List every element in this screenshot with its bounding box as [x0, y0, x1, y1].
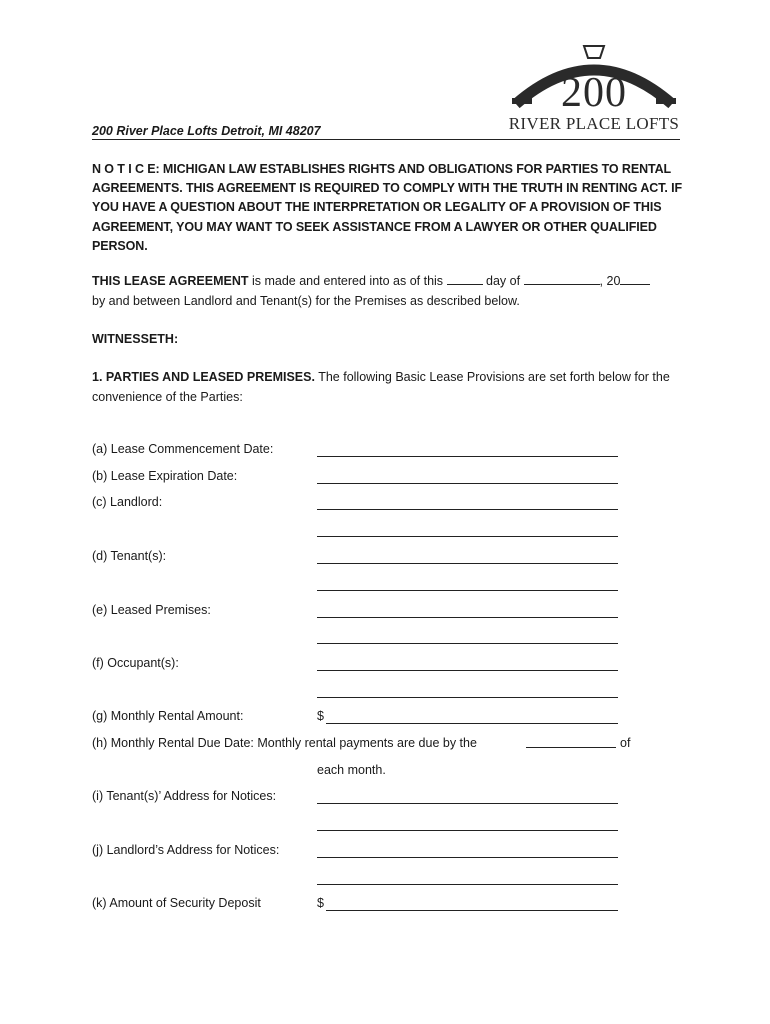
field-k-line[interactable]: [326, 910, 618, 911]
section-1-text: The following Basic Lease Provisions are set forth below for the convenience of the Parties:: [92, 370, 670, 404]
field-g-line[interactable]: [326, 723, 618, 724]
intro-part3: , 20: [599, 274, 621, 288]
field-g-label: (g) Monthly Rental Amount:: [92, 709, 244, 723]
field-b-label: (b) Lease Expiration Date:: [92, 469, 238, 483]
intro-part2: day of: [482, 274, 524, 288]
property-address: 200 River Place Lofts Detroit, MI 48207: [92, 124, 680, 140]
section-1-paragraph: [92, 368, 692, 407]
field-g-dollar: $: [317, 709, 324, 723]
field-b-line[interactable]: [317, 483, 618, 484]
year-blank[interactable]: [620, 272, 650, 285]
field-i-line-1[interactable]: [317, 803, 618, 804]
field-e-label: (e) Leased Premises:: [92, 603, 211, 617]
field-j-line-2[interactable]: [317, 884, 618, 885]
intro-paragraph: [92, 272, 692, 311]
field-d-line-2[interactable]: [317, 590, 618, 591]
field-i-label: (i) Tenant(s)’ Address for Notices:: [92, 789, 277, 803]
field-i-line-2[interactable]: [317, 830, 618, 831]
field-c-label: (c) Landlord:: [92, 495, 163, 509]
logo-number: 200: [561, 70, 627, 116]
legal-notice: N O T I C E: MICHIGAN LAW ESTABLISHES RIGHTS AND OBLIGATIONS FOR PARTIES TO RENTAL AGREEMENTS. THIS AGREEMENT IS REQUIRED TO COMPLY WITH THE TRUTH IN RENTING ACT. IF YOU HAVE A QUESTION ABOUT THE INTERPRETATION OR LEGALITY OF A PROVISION OF THIS AGREEMENT, YOU MAY WANT TO SEEK ASSISTANCE FROM A LAWYER OR OTHER QUALIFIED PERSON.: [92, 162, 682, 253]
field-a-line[interactable]: [317, 456, 618, 457]
field-f-line-2[interactable]: [317, 697, 618, 698]
field-k-dollar: $: [317, 896, 324, 910]
field-c-line-2[interactable]: [317, 536, 618, 537]
section-1-heading: 1. PARTIES AND LEASED PREMISES.: [92, 370, 315, 384]
field-e-line-2[interactable]: [317, 643, 618, 644]
field-k-label: (k) Amount of Security Deposit: [92, 896, 261, 910]
witnesseth-heading: WITNESSETH:: [92, 332, 179, 346]
month-blank[interactable]: [524, 272, 600, 285]
field-f-label: (f) Occupant(s):: [92, 656, 179, 670]
intro-lead: THIS LEASE AGREEMENT: [92, 274, 249, 288]
logo-name: RIVER PLACE LOFTS: [508, 114, 680, 133]
field-a-label: (a) Lease Commencement Date:: [92, 442, 274, 456]
field-j-label: (j) Landlord’s Address for Notices:: [92, 843, 280, 857]
field-h-of: of: [620, 736, 631, 750]
day-blank[interactable]: [447, 272, 483, 285]
field-h-day-blank[interactable]: [526, 747, 616, 748]
intro-line2: by and between Landlord and Tenant(s) for the Premises as described below.: [92, 293, 520, 308]
field-d-label: (d) Tenant(s):: [92, 549, 167, 563]
field-h-continuation: each month.: [317, 763, 386, 777]
field-d-line-1[interactable]: [317, 563, 618, 564]
field-j-line-1[interactable]: [317, 857, 618, 858]
field-f-line-1[interactable]: [317, 670, 618, 671]
field-c-line-1[interactable]: [317, 509, 618, 510]
field-h-label: (h) Monthly Rental Due Date: Monthly rental payments are due by the: [92, 736, 477, 750]
intro-part1: is made and entered into as of this: [248, 274, 447, 288]
field-e-line-1[interactable]: [317, 617, 618, 618]
